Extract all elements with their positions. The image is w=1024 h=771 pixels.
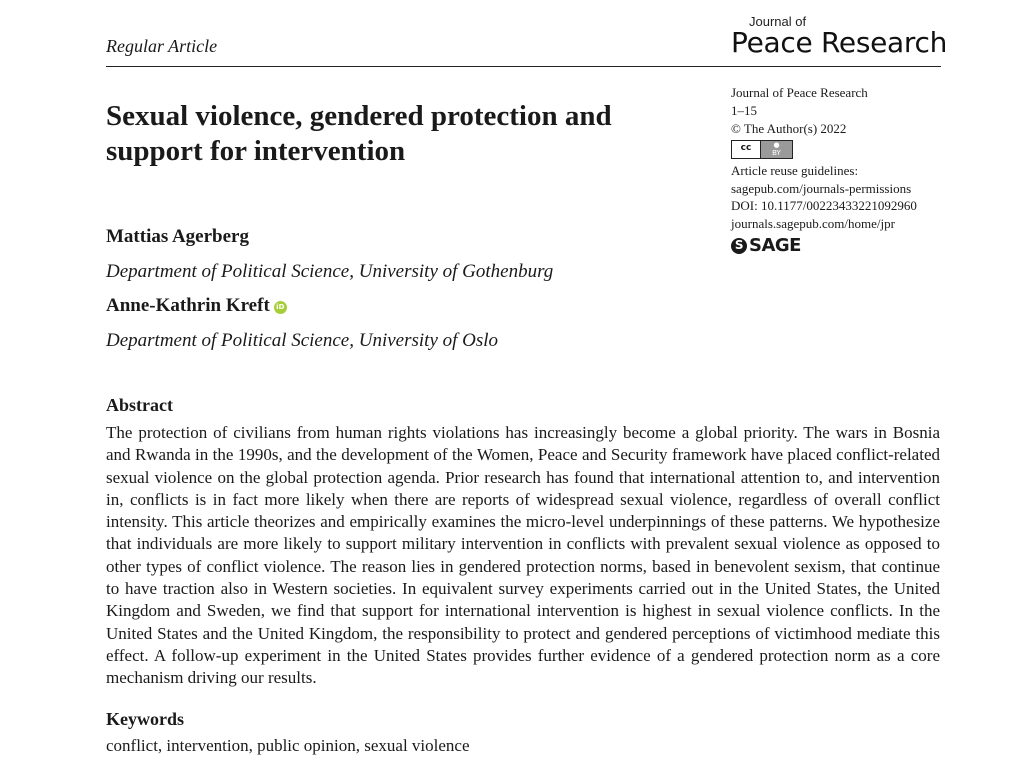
by-attribution-icon bbox=[761, 141, 792, 158]
abstract-heading: Abstract bbox=[106, 395, 173, 415]
meta-copyright: © The Author(s) 2022 bbox=[731, 120, 847, 136]
article-metadata bbox=[731, 84, 961, 255]
article-type-label: Regular Article bbox=[106, 36, 218, 56]
meta-reuse-link[interactable]: sagepub.com/journals-permissions bbox=[731, 180, 912, 196]
orcid-icon[interactable]: iD bbox=[274, 301, 287, 314]
meta-doi[interactable]: DOI: 10.1177/00223433221092960 bbox=[731, 198, 917, 214]
meta-pages: 1–15 bbox=[731, 102, 757, 118]
author-affiliation-2: Department of Political Science, University of Oslo bbox=[106, 330, 499, 351]
journal-logo-main-text: Peace Research bbox=[731, 26, 948, 59]
header-divider bbox=[106, 66, 941, 67]
article-title: Sexual violence, gendered protection and support for intervention bbox=[106, 100, 612, 167]
abstract-body: The protection of civilians from human rights violations has increasingly become a global priority. The wars in Bosnia and Rwanda in the 1990s, and the development of the Women, Peace and Security framework have placed conflict-related sexual violence on the global protection agenda. Prior research has found that international attention to, and intervention in, conflicts is in fact more likely when there are reports of widespread sexual violence, regardless of overall conflict intensity. This article theorizes and empirically examines the micro-level underpinnings of these patterns. We hypothesize that individuals are more likely to support military intervention in conflicts with prevalent sexual violence as opposed to other types of conflict violence. The reason lies in gendered protection norms, based in benevolent sexism, that continue to have traction also in Western societies. In equivalent survey experiments carried out in the United States, the United Kingdom and Sweden, we find that support for international intervention is highest in sexual violence conflicts. In the United States and the United Kingdom, the responsibility to protect and gendered perceptions of victimhood mediate this effect. A follow-up experiment in the United States provides further evidence of a gendered protection norm as a core mechanism driving our results. bbox=[106, 423, 940, 688]
person-icon: ● bbox=[773, 141, 780, 150]
keywords-list: conflict, intervention, public opinion, sexual violence bbox=[106, 736, 470, 755]
author-name-2 bbox=[106, 295, 287, 317]
author-name-2-text: Anne-Kathrin Kreft bbox=[106, 295, 270, 316]
cc-icon: cc bbox=[732, 141, 761, 158]
meta-reuse-label: Article reuse guidelines: bbox=[731, 162, 859, 178]
sage-logo bbox=[731, 234, 961, 256]
meta-journal-home-link[interactable]: journals.sagepub.com/home/jpr bbox=[731, 216, 895, 232]
journal-logo-small-text: Journal of bbox=[749, 14, 807, 29]
author-name-1: Mattias Agerberg bbox=[106, 226, 249, 247]
cc-by-license-icon[interactable] bbox=[731, 140, 793, 159]
meta-journal-name: Journal of Peace Research bbox=[731, 85, 868, 100]
by-label: BY bbox=[772, 149, 781, 158]
sage-logo-text: SAGE bbox=[749, 234, 801, 256]
keywords-heading: Keywords bbox=[106, 709, 184, 729]
author-affiliation-1: Department of Political Science, University of Gothenburg bbox=[106, 261, 554, 282]
sage-s-icon: S bbox=[731, 238, 747, 254]
journal-logo bbox=[731, 14, 948, 59]
